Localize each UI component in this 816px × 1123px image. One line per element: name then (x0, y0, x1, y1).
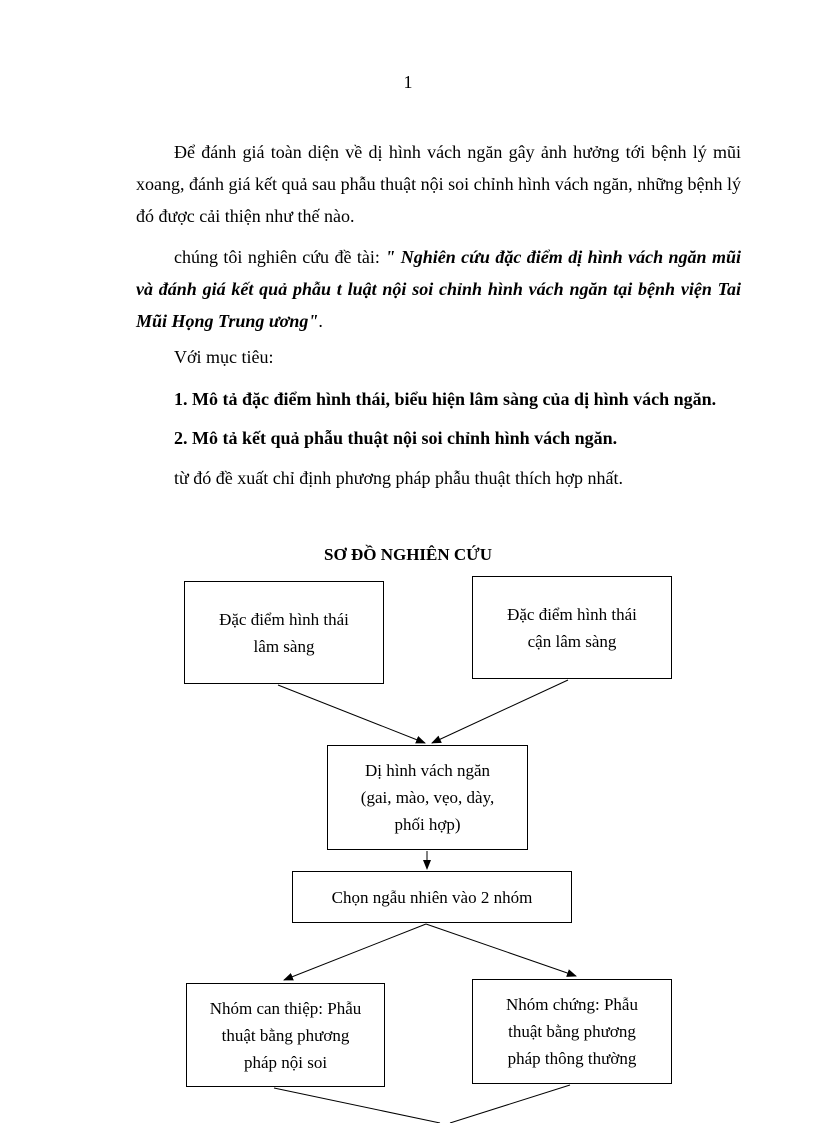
box-line: lâm sàng (253, 636, 315, 656)
box-line: pháp thông thường (507, 1049, 637, 1068)
arrow-intervention-down (274, 1088, 440, 1123)
box-line: phối hợp) (394, 815, 461, 834)
box-line: Nhóm chứng: Phẫu (506, 995, 638, 1014)
paraclinical-features-box (472, 576, 672, 679)
box-line: thuật bằng phương (221, 1025, 350, 1045)
box-line: thuật bằng phương (508, 1022, 636, 1041)
arrow-clinical-to-deformity (278, 685, 425, 743)
box-line: cận lâm sàng (527, 631, 617, 651)
box-line: Đặc điểm hình thái (507, 604, 637, 624)
diagram-title: SƠ ĐỒ NGHIÊN CỨU (324, 545, 492, 564)
page-number: 1 (403, 72, 413, 92)
study-end: . (318, 311, 323, 331)
box-line: Nhóm can thiệp: Phẫu (209, 998, 362, 1018)
box-line: Chọn ngẫu nhiên vào 2 nhóm (331, 887, 533, 907)
box-line: pháp nội soi (243, 1052, 328, 1072)
objective-item: 1. Mô tả đặc điểm hình thái, biểu hiện lâm sàng của dị hình vách ngăn. (174, 389, 717, 409)
arrow-paraclinical-to-deformity (432, 680, 568, 743)
study-lead: chúng tôi nghiên cứu đề tài: (174, 247, 386, 267)
control-group-box (472, 979, 672, 1084)
study-title: " Nghiên cứu đặc điểm dị hình vách ngăn mũi và đánh giá kết quả phẫu t luật nội soi chỉnh hình vách ngăn tại bệnh viện Tai Mũi Họng Trung ương" (136, 247, 741, 331)
intervention-group-box (186, 983, 385, 1087)
arrow-random-to-intervention (284, 924, 426, 980)
box-line: (gai, mào, vẹo, dày, (360, 788, 495, 807)
objectives-intro: Với mục tiêu: (174, 347, 274, 367)
conclusion-line: từ đó đề xuất chỉ định phương pháp phẫu thuật thích hợp nhất. (174, 468, 623, 488)
random-assignment-box (292, 871, 572, 923)
objective-item: 2. Mô tả kết quả phẫu thuật nội soi chỉnh hình vách ngăn. (174, 428, 618, 448)
box-line: Đặc điểm hình thái (219, 609, 349, 629)
intro-paragraph: Để đánh giá toàn diện về dị hình vách ngăn gây ảnh hưởng tới bệnh lý mũi xoang, đánh giá kết quả sau phẫu thuật nội soi chỉnh hình vách ngăn, những bệnh lý đó được cải thiện như thế nào. (136, 142, 741, 226)
septal-deformity-box (327, 745, 528, 850)
box-line: Dị hình vách ngăn (364, 761, 491, 780)
arrow-control-down (450, 1085, 570, 1123)
clinical-features-box (184, 581, 384, 684)
arrow-random-to-control (426, 924, 576, 976)
